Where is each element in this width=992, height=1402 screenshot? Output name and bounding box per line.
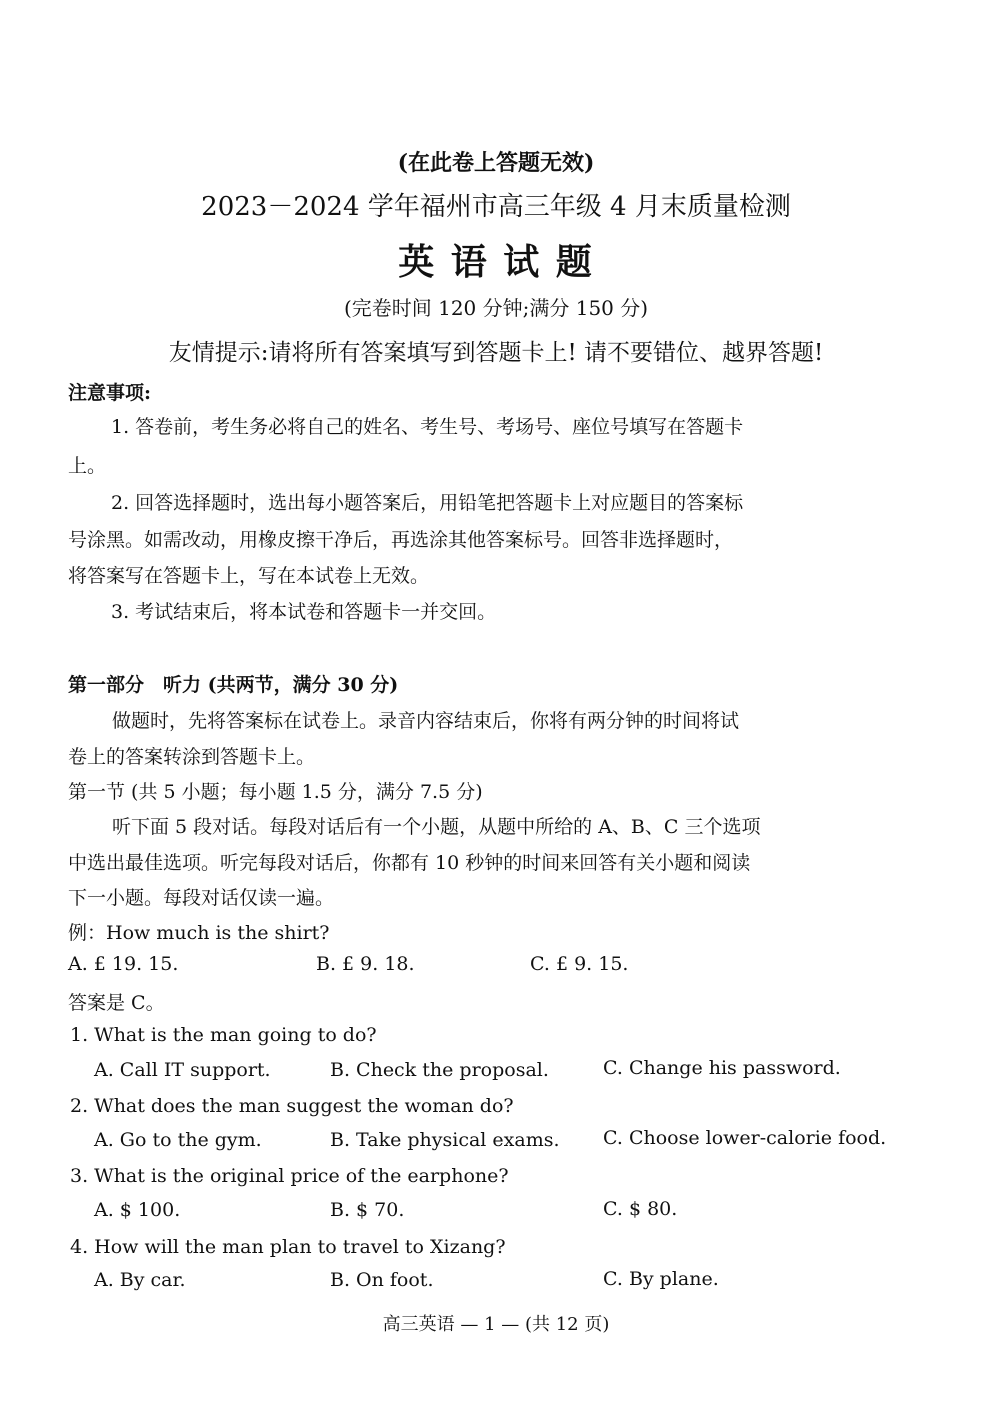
note-item-3: 3. 考试结束后，将本试卷和答题卡一并交回。 (111, 601, 497, 623)
part1-intro: 做题时，先将答案标在试卷上。录音内容结束后，你将有两分钟的时间将试 (112, 710, 740, 732)
question-2-option-b: B. Take physical exams. (330, 1129, 560, 1151)
question-4-option-b: B. On foot. (330, 1269, 434, 1291)
part1-intro-cont: 卷上的答案转涂到答题卡上。 (68, 746, 316, 768)
question-3-stem: 3. What is the original price of the earphone? (70, 1165, 509, 1187)
example-option-c: C. £ 9. 15. (530, 953, 629, 975)
invalid-answer-note: (在此卷上答题无效) (397, 150, 595, 176)
question-1-stem: 1. What is the man going to do? (70, 1024, 377, 1046)
example-answer: 答案是 C。 (68, 992, 165, 1014)
note-item-2-cont1: 号涂黑。如需改动，用橡皮擦干净后，再选涂其他答案标号。回答非选择题时， (68, 529, 734, 551)
question-1-option-b: B. Check the proposal. (330, 1059, 549, 1081)
question-3-option-c: C. $ 80. (603, 1198, 678, 1220)
question-2-stem: 2. What does the man suggest the woman do? (70, 1095, 514, 1117)
notes-heading: 注意事项: (68, 382, 152, 404)
question-2-option-a: A. Go to the gym. (94, 1129, 262, 1151)
question-2-option-c: C. Choose lower-calorie food. (603, 1127, 887, 1149)
example-question: 例：How much is the shirt? (68, 922, 330, 944)
question-4-stem: 4. How will the man plan to travel to Xizang? (70, 1236, 506, 1258)
question-3-option-b: B. $ 70. (330, 1199, 405, 1221)
page-footer: 高三英语 — 1 — (共 12 页) (382, 1314, 610, 1335)
note-item-2-cont2: 将答案写在答题卡上，写在本试卷上无效。 (68, 565, 430, 587)
friendly-tip: 友情提示:请将所有答案填写到答题卡上! 请不要错位、越界答题! (168, 340, 824, 366)
part1-heading: 第一部分 听力 (共两节，满分 30 分) (68, 674, 399, 696)
question-4-option-c: C. By plane. (603, 1268, 719, 1290)
note-item-2: 2. 回答选择题时，选出每小题答案后，用铅笔把答题卡上对应题目的答案标 (111, 492, 744, 514)
exam-title: 2023－2024 学年福州市高三年级 4 月末质量检测 (201, 192, 791, 222)
section1-heading: 第一节 (共 5 小题；每小题 1.5 分，满分 7.5 分) (68, 781, 483, 803)
section1-instructions-cont1: 中选出最佳选项。听完每段对话后，你都有 10 秒钟的时间来回答有关小题和阅读 (68, 852, 751, 874)
question-4-option-a: A. By car. (94, 1269, 186, 1291)
note-item-1: 1. 答卷前，考生务必将自己的姓名、考生号、考场号、座位号填写在答题卡 (111, 416, 744, 438)
note-item-1-cont: 上。 (68, 455, 107, 477)
section1-instructions: 听下面 5 段对话。每段对话后有一个小题，从题中所给的 A、B、C 三个选项 (112, 816, 761, 838)
question-3-option-a: A. $ 100. (94, 1199, 181, 1221)
example-option-a: A. £ 19. 15. (68, 953, 179, 975)
section1-instructions-cont2: 下一小题。每段对话仅读一遍。 (68, 887, 335, 909)
example-option-b: B. £ 9. 18. (316, 953, 415, 975)
question-1-option-a: A. Call IT support. (94, 1059, 271, 1081)
subject-title: 英 语 试 题 (398, 241, 594, 283)
time-score-note: (完卷时间 120 分钟;满分 150 分) (343, 296, 649, 320)
question-1-option-c: C. Change his password. (603, 1057, 841, 1079)
